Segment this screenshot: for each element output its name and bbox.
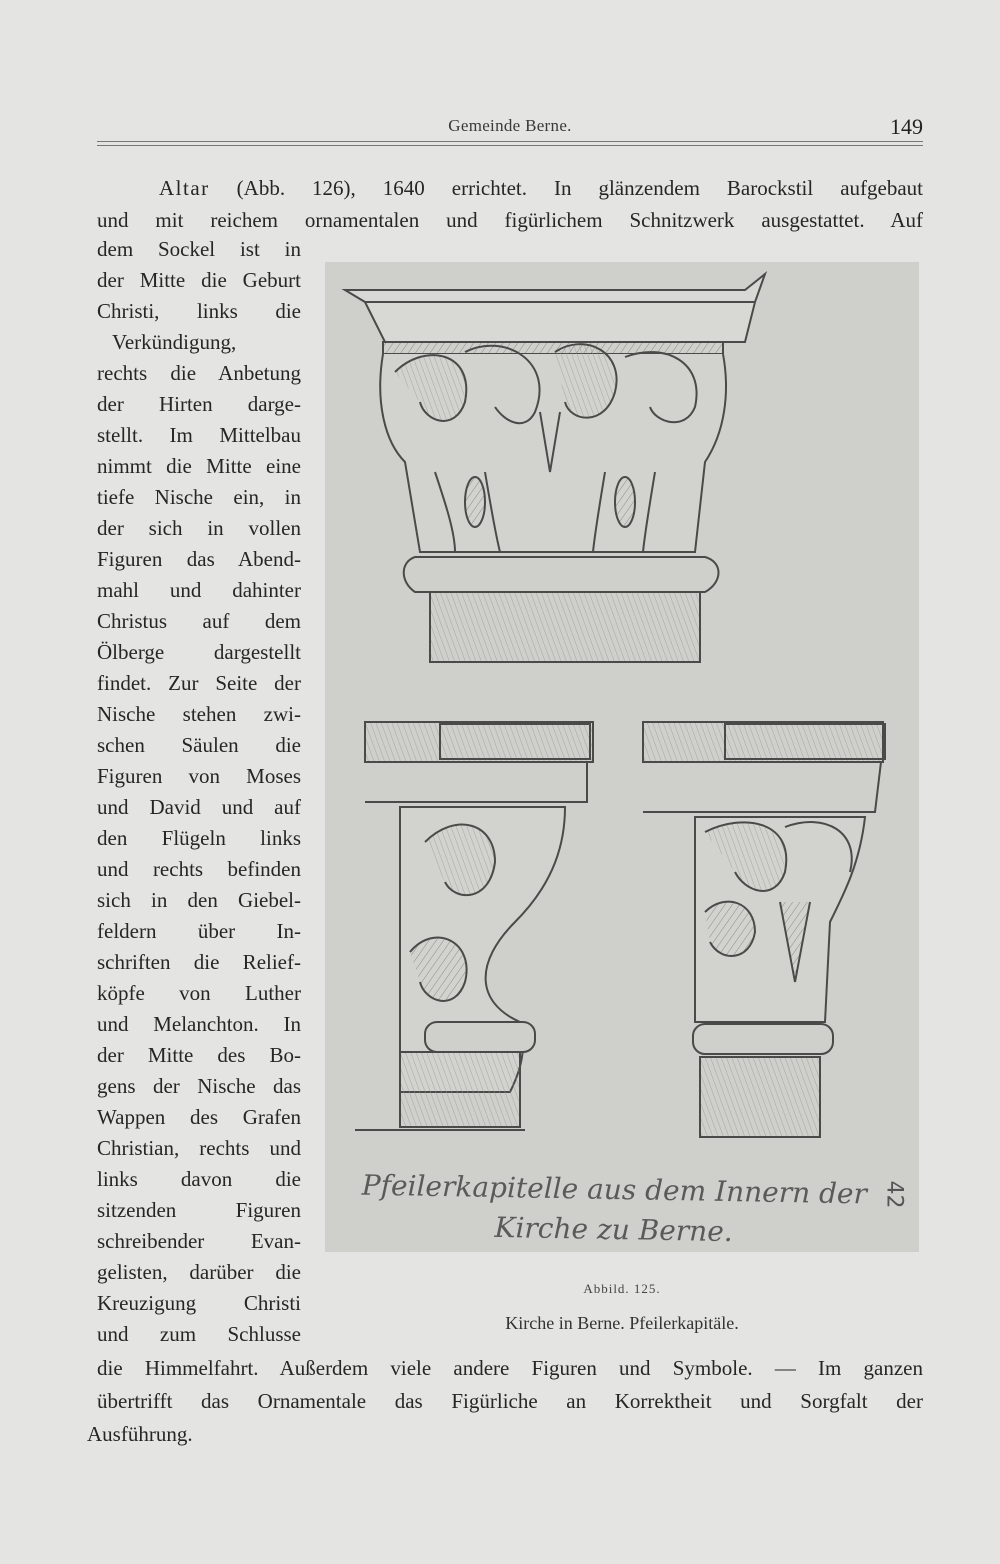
column-line: Figuren von Moses [97,764,301,788]
column-line: Christi, links die [97,299,301,323]
capital-drawing [325,262,919,1252]
handwriting-line-1: Pfeilerkapitelle aus dem Innern der [361,1168,868,1211]
column-line: findet. Zur Seite der [97,671,301,695]
figure-label: Abbild. 125. [583,1281,661,1296]
main-capital-sketch [345,274,765,662]
figure-caption: Kirche in Berne. Pfeilerkapitäle. [505,1313,739,1333]
closing-line-1: die Himmelfahrt. Außerdem viele andere Figuren und Symbole. — Im ganzen [97,1356,923,1380]
column-line: der Mitte des Bo- [97,1043,301,1067]
closing-line-2: übertrifft das Ornamentale das Figürliche an Korrektheit und Sorgfalt der [97,1389,923,1413]
intro-lead-word: Altar [159,176,210,200]
closing-line-3: Ausführung. [87,1422,193,1446]
column-line: Ölberge dargestellt [97,640,301,664]
column-line: köpfe von Luther [97,981,301,1005]
column-line: gens der Nische das [97,1074,301,1098]
column-line: der sich in vollen [97,516,301,540]
intro-line-1 [97,175,923,201]
column-line: tiefe Nische ein, in [97,485,301,509]
intro-line-2: und mit reichem ornamentalen und figürlichem Schnitzwerk ausgestattet. Auf [97,208,923,232]
column-line: mahl und dahinter [97,578,301,602]
column-line: schreibender Evan- [97,1229,301,1253]
column-line: rechts die Anbetung [97,361,301,385]
column-line: und zum Schlusse [97,1322,301,1346]
column-line: Nische stehen zwi- [97,702,301,726]
header-rule-top [97,141,923,142]
column-line: Figuren das Abend- [97,547,301,571]
column-line: schen Säulen die [97,733,301,757]
intro-line-1-text: (Abb. 126), 1640 errichtet. In glänzendem Barockstil aufgebaut [236,176,923,200]
column-line: schriften die Relief- [97,950,301,974]
column-line: den Flügeln links [97,826,301,850]
column-line: der Hirten darge- [97,392,301,416]
column-line: Wappen des Grafen [97,1105,301,1129]
capital-drawing-figure [325,262,919,1252]
handwriting-line-2: Kirche zu Berne. [494,1210,734,1249]
column-line: dem Sockel ist in [97,237,301,261]
column-line: Kreuzigung Christi [97,1291,301,1315]
right-pier-capital-sketch [643,722,885,1137]
sheet-number: 42 [881,1180,907,1209]
column-line: sitzenden Figuren [97,1198,301,1222]
page-number: 149 [890,114,923,139]
column-line: sich in den Giebel- [97,888,301,912]
column-line: feldern über In- [97,919,301,943]
column-line: stellt. Im Mittelbau [97,423,301,447]
column-line: und David und auf [97,795,301,819]
header-rule-bottom [97,145,923,146]
column-line: Christus auf dem [97,609,301,633]
column-line: nimmt die Mitte eine [97,454,301,478]
column-line: und rechts befinden [97,857,301,881]
handwritten-inscription [353,1165,874,1254]
running-title: Gemeinde Berne. [448,116,572,135]
column-line: Verkündigung, [112,330,237,354]
column-line: der Mitte die Geburt [97,268,301,292]
column-line: links davon die [97,1167,301,1191]
column-line: gelisten, darüber die [97,1260,301,1284]
left-pier-capital-sketch [355,722,593,1130]
column-line: Christian, rechts und [97,1136,301,1160]
column-line: und Melanchton. In [97,1012,301,1036]
